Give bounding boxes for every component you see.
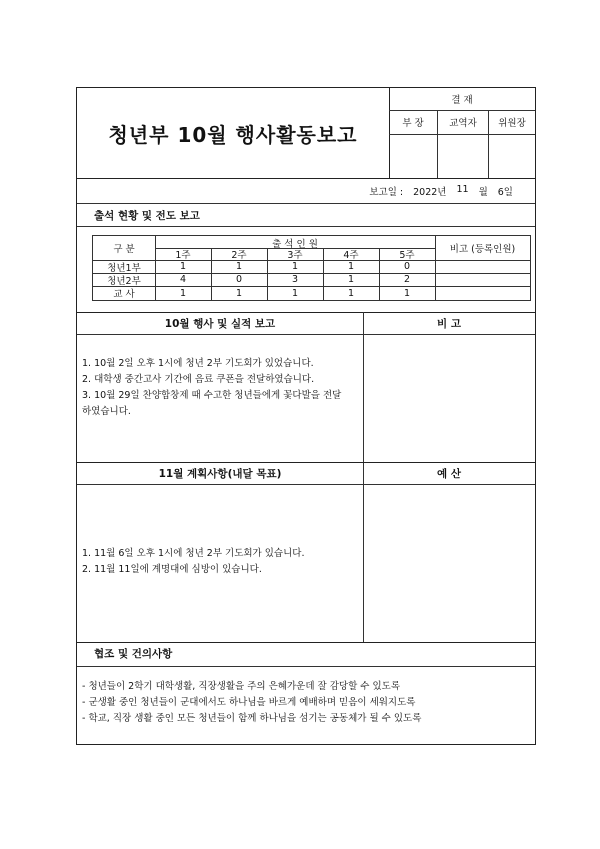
category-header: 구 분 — [113, 244, 135, 255]
october-side-heading: 비 고 — [437, 317, 461, 330]
report-date — [369, 184, 513, 198]
table-cell: 1 — [235, 261, 243, 272]
approval-divider — [437, 110, 438, 178]
week-header: 2주 — [231, 250, 247, 261]
attendance-heading: 출석 현황 및 전도 보고 — [94, 210, 200, 222]
table-cell: 1 — [347, 274, 355, 285]
section-divider — [77, 484, 535, 485]
approval-header: 결 재 — [451, 95, 473, 106]
report-date-month-unit: 월 — [478, 187, 488, 198]
list-item: 1. 10월 2일 오후 1시에 청년 2부 기도회가 있었습니다. — [82, 358, 314, 369]
cooperation-list — [82, 679, 532, 727]
attendance-header: 출 석 인 원 — [272, 238, 318, 250]
page-title: 청년부 10월 행사활동보고 — [108, 122, 358, 147]
list-item: - 청년들이 2학기 대학생활, 직장생활을 주의 은혜가운데 잘 감당할 수 있도록 — [82, 681, 401, 692]
list-item: - 군생활 중인 청년들이 군대에서도 하나님을 바르게 예배하며 믿음이 세워지도록 — [82, 697, 416, 708]
table-cell: 4 — [179, 274, 187, 285]
table-cell: 1 — [291, 261, 299, 272]
note-header: 비고 (등록인원) — [449, 244, 516, 255]
november-list — [82, 546, 362, 578]
list-item: 2. 11월 11일에 계명대에 심방이 있습니다. — [82, 564, 262, 575]
table-cell: 1 — [291, 287, 299, 299]
approval-col-2: 교역자 — [449, 118, 477, 129]
list-item: 하였습니다. — [82, 406, 131, 417]
report-date-year: 2022년 — [413, 187, 447, 198]
week-header: 4주 — [343, 250, 359, 261]
approval-divider — [488, 110, 489, 178]
section-divider — [77, 666, 535, 667]
approval-line — [389, 134, 535, 135]
report-date-month: 11 — [456, 184, 469, 195]
list-item: - 학교, 직장 생활 중인 모든 청년들이 함께 하나님을 섬기는 공동체가 될 수 있도록 — [82, 713, 422, 724]
report-date-label: 보고일 : — [369, 187, 404, 198]
november-side-heading: 예 산 — [437, 467, 461, 480]
report-date-day: 6일 — [497, 187, 513, 198]
week-header: 1주 — [175, 250, 191, 261]
october-heading: 10월 행사 및 실적 보고 — [164, 317, 276, 330]
list-item: 1. 11월 6일 오후 1시에 청년 2부 기도회가 있습니다. — [82, 548, 305, 559]
week-header: 5주 — [399, 250, 415, 261]
section-divider — [77, 203, 535, 204]
row-label: 청년2부 — [107, 275, 141, 287]
section-divider — [77, 334, 535, 335]
week-header: 3주 — [287, 250, 303, 261]
cooperation-heading: 협조 및 건의사항 — [94, 648, 173, 660]
section-divider — [77, 226, 535, 227]
november-heading: 11월 계획사항(내달 목표) — [158, 467, 282, 480]
october-list — [82, 356, 362, 420]
table-cell: 1 — [179, 287, 187, 299]
table-cell: 0 — [235, 274, 243, 285]
table-cell: 2 — [403, 274, 411, 285]
table-cell: 0 — [403, 261, 411, 272]
approval-col-3: 위원장 — [498, 118, 526, 129]
approval-col-1: 부 장 — [402, 118, 424, 129]
report-form — [76, 87, 536, 745]
table-cell: 1 — [179, 261, 187, 272]
table-cell: 3 — [291, 274, 299, 285]
list-item: 3. 10월 29일 찬양합창제 때 수고한 청년들에게 꽃다발을 전달 — [82, 390, 342, 401]
table-cell: 1 — [347, 287, 355, 299]
list-item: 2. 대학생 중간고사 기간에 음료 쿠폰을 전달하였습니다. — [82, 374, 315, 385]
table-cell: 1 — [347, 261, 355, 272]
row-label: 교 사 — [113, 289, 135, 300]
table-cell: 1 — [235, 287, 243, 299]
section-divider — [77, 178, 535, 179]
attendance-table — [92, 235, 531, 301]
section-divider — [77, 642, 535, 643]
row-label: 청년1부 — [107, 262, 141, 274]
table-line — [435, 236, 436, 300]
table-cell: 1 — [403, 287, 411, 299]
